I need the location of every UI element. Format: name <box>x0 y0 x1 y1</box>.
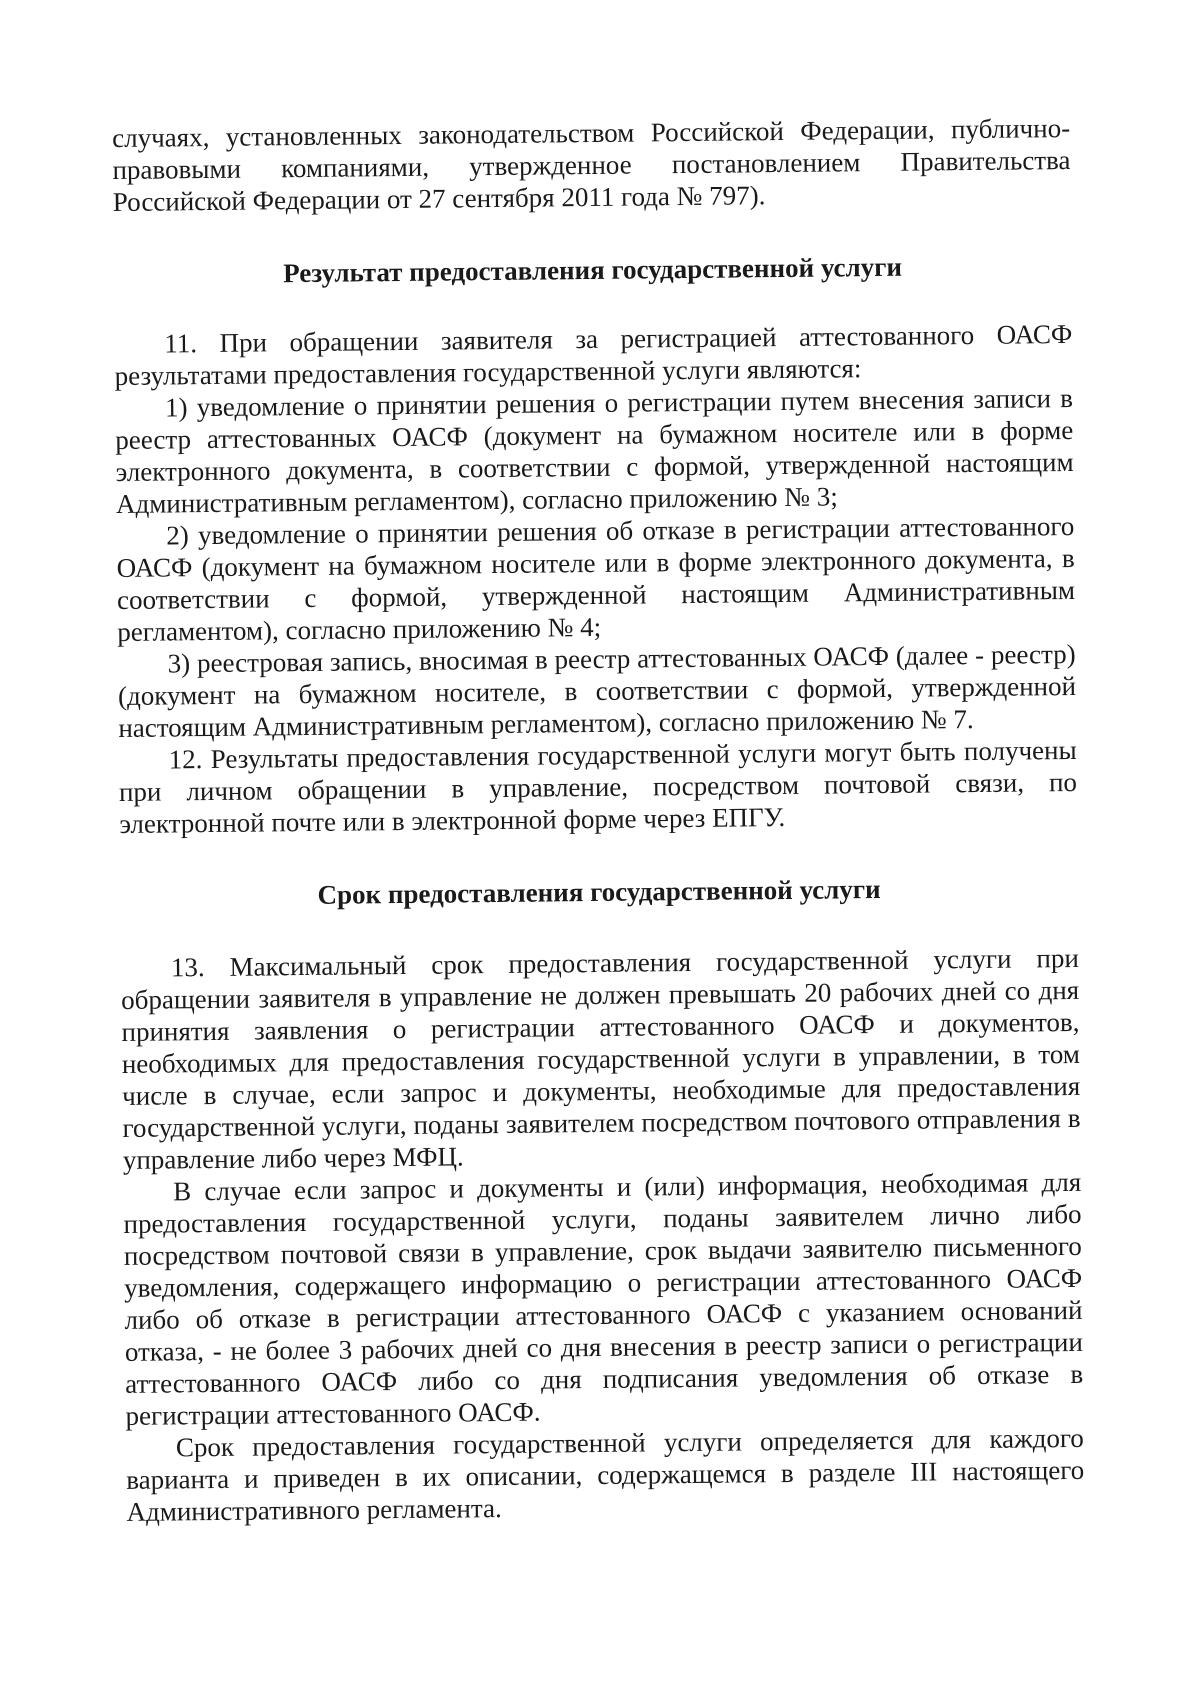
result-item-1: 1) уведомление о принятии решения о регистрации путем внесения записи в реестр аттестованных ОАСФ (документ на бумажном носителе или в форме электронного документа, в соответствии с формой, утвержденной настоящим Административным регламентом), согласно приложению № 3; <box>115 382 1074 519</box>
paragraph-11: 11. При обращении заявителя за регистрацией аттестованного ОАСФ результатами предоставления государственной услуги являются: <box>114 318 1073 391</box>
section-heading-term: Срок предоставления государственной услуги <box>317 873 881 910</box>
result-item-3: 3) реестровая запись, вносимая в реестр аттестованных ОАСФ (далее - реестр) (документ на бумажном носителе, в соответствии с формой, утвержденной настоящим Административным регламентом), согласно приложению № 7. <box>117 638 1077 743</box>
intro-paragraph: случаях, установленных законодательством Российской Федерации, публично-правовыми компаниями, утвержденное постановлением Правительства Российской Федерации от 27 сентября 2011 года № 797). <box>112 112 1071 217</box>
section-heading-result: Результат предоставления государственной услуги <box>283 251 903 289</box>
paragraph-13: 13. Максимальный срок предоставления государственной услуги при обращении заявителя в управление не должен превышать 20 рабочих дней со дня принятия заявления о регистрации аттестованного ОАСФ и документов, необходимых для предоставления государственной услуги в управлении, в том числе в случае, если запрос и документы, необходимые для предоставления государственной услуги, поданы заявителем посредством почтового отправления в управление либо через МФЦ. <box>121 942 1081 1175</box>
paragraph-case: В случае если запрос и документы и (или) информация, необходимая для предоставления государственной услуги, поданы заявителем лично либо посредством почтовой связи в управление, срок выдачи заявителю письменного уведомления, содержащего информацию о регистрации аттестованного ОАСФ либо об отказе в регистрации аттестованного ОАСФ с указанием оснований отказа, - не более 3 рабочих дней со дня внесения в реестр записи о регистрации аттестованного ОАСФ либо со дня подписания уведомления об отказе в регистрации аттестованного ОАСФ. <box>123 1166 1084 1431</box>
result-item-2: 2) уведомление о принятии решения об отказе в регистрации аттестованного ОАСФ (документ на бумажном носителе или в форме электронного документа, в соответствии с формой, утвержденной настоящим Административным регламентом), согласно приложению № 4; <box>116 510 1076 647</box>
paragraph-12: 12. Результаты предоставления государственной услуги могут быть получены при личном обращении в управление, посредством почтовой связи, по электронной почте или в электронной форме через ЕПГУ. <box>118 734 1078 839</box>
paragraph-variant: Срок предоставления государственной услуги определяется для каждого варианта и приведен в их описании, содержащемся в разделе III настоящего Административного регламента. <box>126 1422 1085 1527</box>
document-page <box>112 112 1085 1528</box>
